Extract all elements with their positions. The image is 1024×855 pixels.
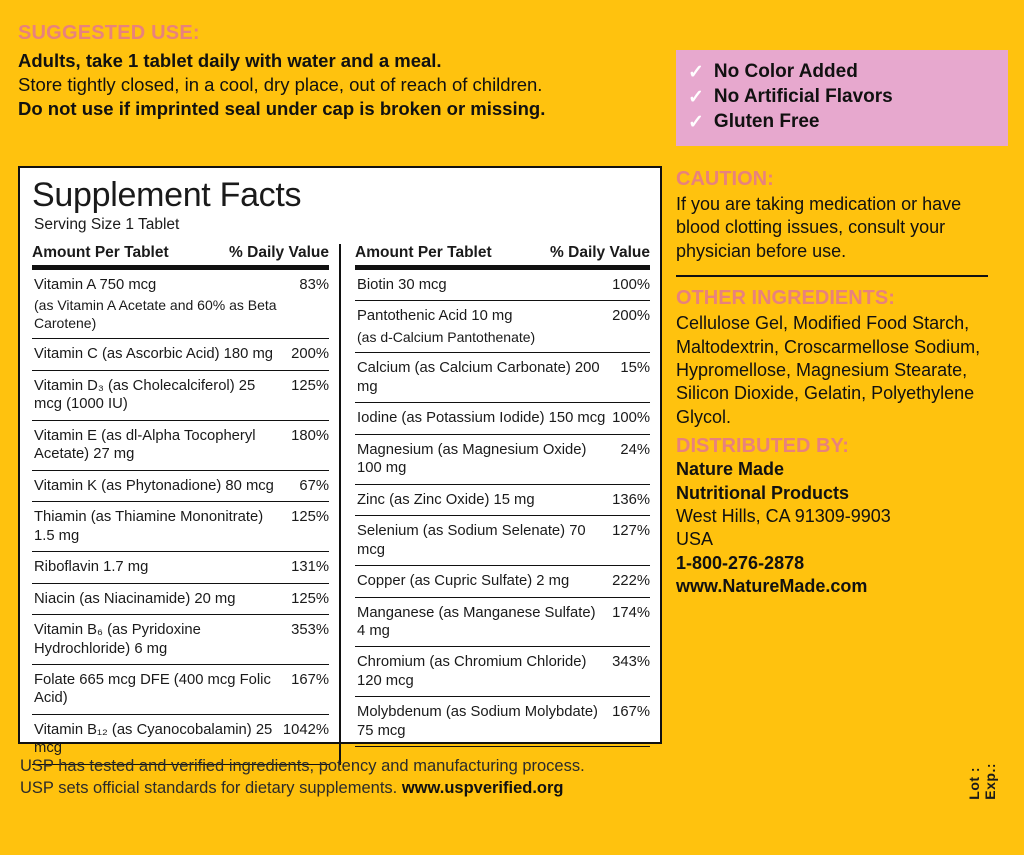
nutrient-name: Pantothenic Acid 10 mg (as d-Calcium Pantothenate) xyxy=(357,308,536,345)
nutrient-daily-value: 136% xyxy=(612,491,650,508)
lot-exp-block xyxy=(966,763,998,800)
nutrition-column-left xyxy=(32,244,341,765)
usp-line-2-text: USP sets official standards for dietary supplements. xyxy=(20,779,402,798)
nutrient-row xyxy=(355,353,650,403)
nutrient-row xyxy=(32,421,329,471)
nutrient-name: Biotin 30 mcg xyxy=(357,276,447,293)
nutrient-name: Thiamin (as Thiamine Mononitrate) 1.5 mg xyxy=(34,509,264,544)
claim-item xyxy=(688,111,998,133)
nutrient-subtext: (as d-Calcium Pantothenate) xyxy=(357,328,536,345)
claims-band xyxy=(676,50,1008,146)
nutrient-row xyxy=(32,552,329,583)
nutrient-daily-value: 125% xyxy=(291,377,329,394)
nutrient-name: Vitamin B₆ (as Pyridoxine Hydrochloride) 6 mg xyxy=(34,622,201,657)
nutrient-name: Magnesium (as Magnesium Oxide) 100 mg xyxy=(357,441,587,477)
nutrient-row xyxy=(355,301,650,353)
nutrient-name: Copper (as Cupric Sulfate) 2 mg xyxy=(357,573,570,590)
other-ingredients-title: OTHER INGREDIENTS: xyxy=(676,287,895,310)
nutrient-daily-value: 200% xyxy=(291,346,329,363)
column-header-left xyxy=(32,244,329,270)
nutrient-row xyxy=(32,584,329,615)
nutrient-name: Vitamin C (as Ascorbic Acid) 180 mg xyxy=(34,346,274,363)
usp-line-2 xyxy=(20,778,664,800)
distributor-address: West Hills, CA 91309-9903 xyxy=(676,505,891,526)
nutrient-row xyxy=(355,403,650,434)
divider xyxy=(676,275,988,277)
nutrient-row xyxy=(32,339,329,370)
nutrient-name: Molybdenum (as Sodium Molybdate) 75 mcg xyxy=(357,704,598,739)
right-info-column xyxy=(676,168,1008,598)
nutrient-daily-value: 100% xyxy=(612,276,650,293)
nutrient-daily-value: 125% xyxy=(291,509,329,526)
nutrient-row xyxy=(355,435,650,485)
claim-item xyxy=(688,61,998,83)
nutrient-daily-value: 167% xyxy=(612,704,650,721)
nutrient-daily-value: 343% xyxy=(612,654,650,671)
nutrient-name: Riboflavin 1.7 mg xyxy=(34,559,149,576)
nutrient-daily-value: 24% xyxy=(620,441,650,458)
claim-label: No Color Added xyxy=(713,61,858,82)
nutrient-row xyxy=(355,566,650,597)
nutrient-row xyxy=(32,371,329,421)
nutrient-daily-value: 167% xyxy=(291,671,329,688)
nutrient-row xyxy=(355,270,650,301)
nutrient-daily-value: 353% xyxy=(291,622,329,639)
nutrient-daily-value: 15% xyxy=(620,360,650,377)
nutrient-name: Selenium (as Sodium Selenate) 70 mcg xyxy=(357,523,586,558)
nutrient-name: Vitamin D₃ (as Cholecalciferol) 25 mcg (1000 IU) xyxy=(34,377,256,413)
lot-label: Lot : xyxy=(966,767,982,800)
distributor-name-2: Nutritional Products xyxy=(676,482,850,503)
nutrient-daily-value: 180% xyxy=(291,427,329,444)
supplement-facts-panel xyxy=(18,166,662,798)
nutrient-daily-value: 1042% xyxy=(282,721,329,738)
nutrient-daily-value: 100% xyxy=(612,410,650,427)
nutrient-daily-value: 200% xyxy=(612,308,650,325)
usp-link[interactable]: www.uspverified.org xyxy=(401,779,564,798)
nutrient-row xyxy=(32,471,329,502)
nutrient-daily-value: 67% xyxy=(299,477,329,494)
nutrient-daily-value: 83% xyxy=(299,276,329,293)
caution-body: If you are taking medication or have blood clotting issues, consult your physician before use. xyxy=(676,194,962,261)
nutrient-daily-value: 125% xyxy=(291,590,329,607)
suggested-use-section xyxy=(18,22,662,121)
check-icon: ✓ xyxy=(688,111,704,133)
column-header-right xyxy=(355,244,650,270)
usp-footnote xyxy=(20,756,664,800)
nutrient-daily-value: 127% xyxy=(612,523,650,540)
nutrient-row xyxy=(355,647,650,697)
nutrient-row xyxy=(355,516,650,566)
caution-title: CAUTION: xyxy=(676,168,774,190)
exp-label: Exp.: xyxy=(982,763,998,800)
nutrient-name: Niacin (as Niacinamide) 20 mg xyxy=(34,590,236,607)
nutrient-name: Zinc (as Zinc Oxide) 15 mg xyxy=(357,491,535,508)
header-amount: Amount Per Tablet xyxy=(355,243,492,261)
nutrient-name: Vitamin E (as dl-Alpha Tocopheryl Acetate) 27 mg xyxy=(34,427,256,463)
nutrient-name: Vitamin B₁₂ (as Cyanocobalamin) 25 mcg xyxy=(34,721,273,757)
nutrient-row xyxy=(32,665,329,715)
nutrient-row xyxy=(355,485,650,516)
distributor-website[interactable]: www.NatureMade.com xyxy=(676,576,868,597)
nutrient-daily-value: 131% xyxy=(291,559,329,576)
check-icon: ✓ xyxy=(688,61,704,83)
distributor-phone[interactable]: 1-800-276-2878 xyxy=(676,552,805,573)
nutrient-subtext: (as Vitamin A Acetate and 60% as Beta Carotene) xyxy=(34,297,277,331)
nutrient-name: Calcium (as Calcium Carbonate) 200 mg xyxy=(357,360,600,395)
claim-label: No Artificial Flavors xyxy=(713,86,893,107)
header-dv: % Daily Value xyxy=(229,243,329,261)
nutrient-row xyxy=(32,502,329,552)
usp-line-1: USP has tested and verified ingredients, potency and manufacturing process. xyxy=(20,757,585,776)
nutrient-name: Iodine (as Potassium Iodide) 150 mcg xyxy=(357,410,606,427)
nutrient-name: Manganese (as Manganese Sulfate) 4 mg xyxy=(357,604,596,639)
claim-item xyxy=(688,86,998,108)
header-amount: Amount Per Tablet xyxy=(32,243,169,261)
suggested-use-line-3: Do not use if imprinted seal under cap is broken or missing. xyxy=(18,98,546,120)
suggested-use-line-2: Store tightly closed, in a cool, dry place, out of reach of children. xyxy=(18,74,543,96)
supplement-facts-title: Supplement Facts xyxy=(32,176,302,214)
distributor-name-1: Nature Made xyxy=(676,459,785,480)
distributor-country: USA xyxy=(676,529,714,550)
nutrition-column-right xyxy=(341,244,650,765)
nutrient-row xyxy=(32,615,329,665)
distributed-by-title: DISTRIBUTED BY: xyxy=(676,435,849,458)
nutrient-daily-value: 222% xyxy=(612,573,650,590)
other-ingredients-body: Cellulose Gel, Modified Food Starch, Maltodextrin, Croscarmellose Sodium, Hypromellose, Magnesium Stearate, Silicon Dioxide, Gelatin, Polyethylene Glycol. xyxy=(676,313,981,427)
nutrient-row xyxy=(355,598,650,648)
serving-size: Serving Size 1 Tablet xyxy=(34,215,180,233)
nutrient-name: Vitamin K (as Phytonadione) 80 mcg xyxy=(34,477,274,494)
nutrient-row xyxy=(32,270,329,339)
check-icon: ✓ xyxy=(688,86,704,108)
claim-label: Gluten Free xyxy=(713,111,820,132)
nutrient-name: Chromium (as Chromium Chloride) 120 mcg xyxy=(357,654,587,689)
header-dv: % Daily Value xyxy=(550,243,650,261)
suggested-use-line-1: Adults, take 1 tablet daily with water and a meal. xyxy=(18,50,442,71)
nutrient-name: Vitamin A 750 mcg (as Vitamin A Acetate and 60% as Beta Carotene) xyxy=(34,276,299,332)
nutrient-row xyxy=(355,697,650,747)
suggested-use-title: SUGGESTED USE: xyxy=(18,22,200,44)
nutrient-name: Folate 665 mcg DFE (400 mcg Folic Acid) xyxy=(34,671,271,707)
nutrient-daily-value: 174% xyxy=(612,604,650,621)
